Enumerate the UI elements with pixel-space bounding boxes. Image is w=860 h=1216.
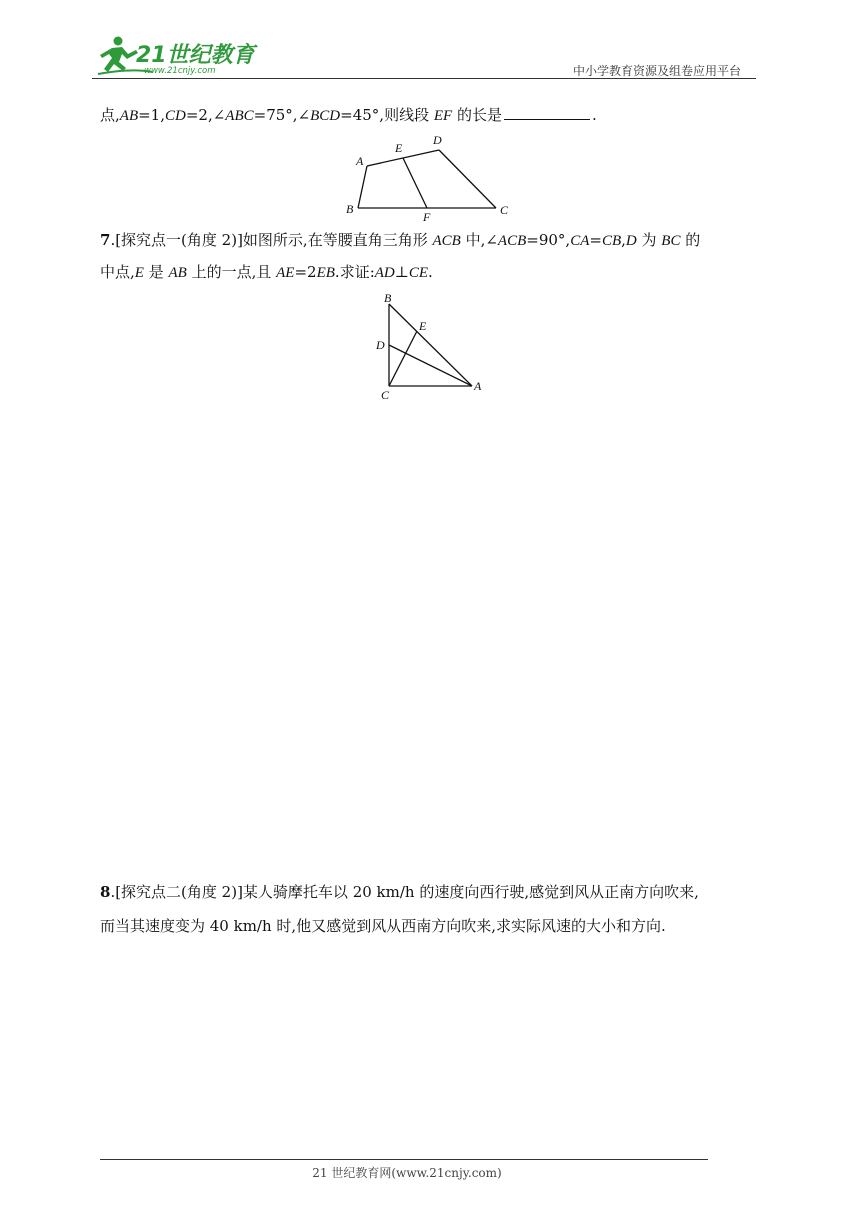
label-c: C <box>500 203 509 217</box>
site-logo <box>92 32 262 78</box>
svg-text:21世纪教育: 21世纪教育 <box>136 43 255 68</box>
right-triangle-figure <box>372 288 492 404</box>
label-f: F <box>423 210 431 222</box>
label-d: D <box>433 133 442 147</box>
segment-dc <box>439 150 496 208</box>
footer-link[interactable]: 21 世纪教育网(www.21cnjy.com) <box>312 1166 502 1180</box>
q8-line-2: 而当其速度变为 40 km/h 时,他又感觉到风从西南方向吹来,求实际风速的大小和方向. <box>100 917 666 935</box>
segment-ab <box>358 166 367 208</box>
segment-ef <box>403 158 427 208</box>
segment-ce <box>389 331 417 386</box>
footer-divider <box>100 1159 708 1160</box>
quadrilateral-figure <box>340 130 520 222</box>
q8-line-1: 8.[探究点二(角度 2)]某人骑摩托车以 20 km/h 的速度向西行驶,感觉到风从正南方向吹来, <box>100 883 699 901</box>
label-c: C <box>381 388 390 402</box>
q7-line-1: 7.[探究点一(角度 2)]如图所示,在等腰直角三角形 ACB 中,∠ACB=90°,CA=CB,D 为 BC 的 <box>100 231 701 249</box>
label-d: D <box>376 338 385 352</box>
q7-line-2: 中点,E 是 AB 上的一点,且 AE=2EB.求证:AD⊥CE. <box>100 263 433 281</box>
runner-logo-icon <box>92 32 262 78</box>
svg-text:www.21cnjy.com: www.21cnjy.com <box>144 66 216 76</box>
label-b: B <box>346 202 354 216</box>
q6-tail-line: 点,AB=1,CD=2,∠ABC=75°,∠BCD=45°,则线段 EF 的长是 . <box>100 106 597 124</box>
segment-ba <box>389 304 472 386</box>
platform-title: 中小学教育资源及组卷应用平台 <box>573 64 742 78</box>
label-e: E <box>395 141 403 155</box>
label-b: B <box>384 291 392 305</box>
label-a: A <box>356 154 364 168</box>
segment-da <box>389 345 472 386</box>
label-e: E <box>419 319 427 333</box>
header-divider <box>92 78 756 79</box>
answer-blank[interactable] <box>504 105 590 120</box>
label-a: A <box>474 379 482 393</box>
